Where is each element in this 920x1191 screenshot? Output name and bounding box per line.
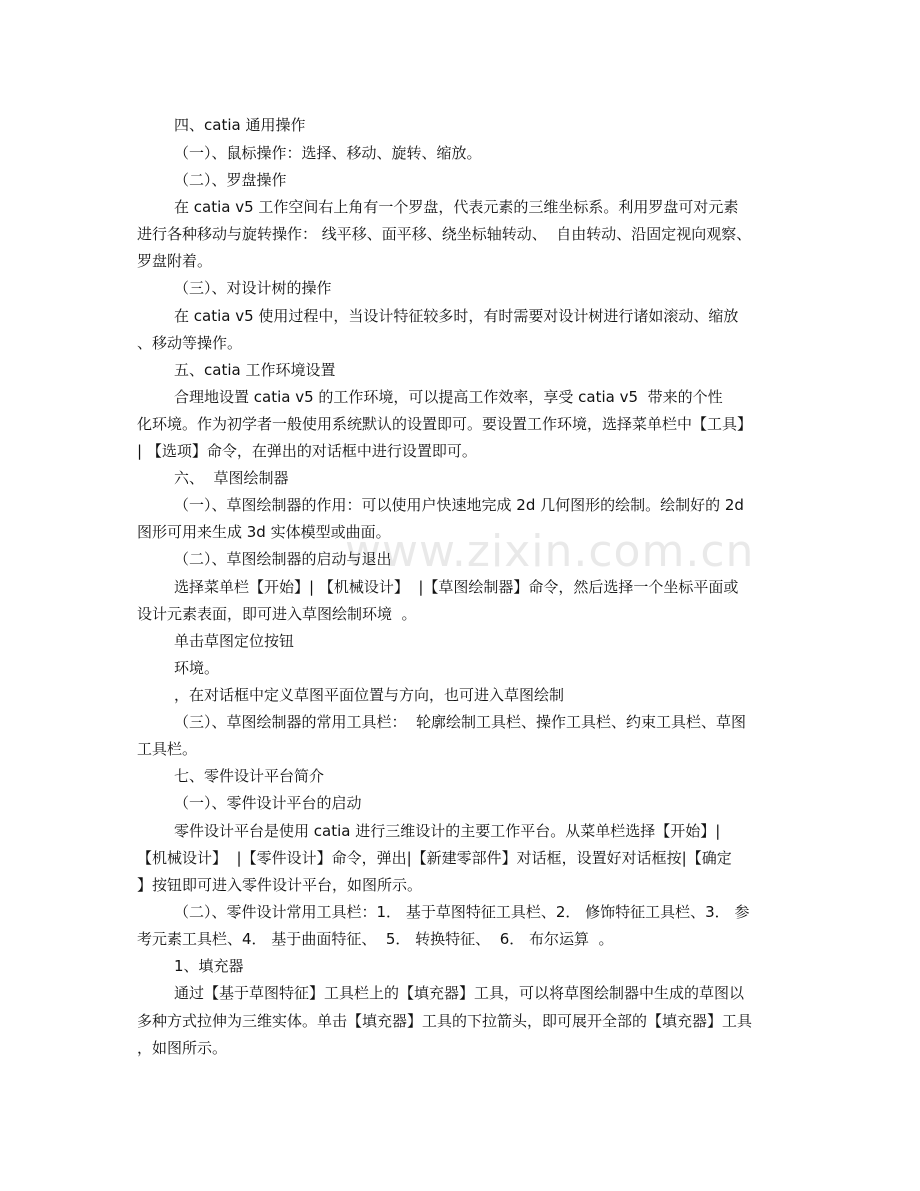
text-line: 五、catia 工作环境设置 [174, 361, 336, 379]
text-line: 通过【基于草图特征】工具栏上的【填充器】工具，可以将草图绘制器中生成的草图以 [174, 984, 745, 1002]
text-line: 进行各种移动与旋转操作： 线平移、面平移、绕坐标轴转动、 自由转动、沿固定视向观察、 [137, 225, 752, 243]
text-line: 在 catia v5 工作空间右上角有一个罗盘，代表元素的三维坐标系。利用罗盘可对元素 [174, 198, 739, 216]
text-line: 、移动等操作。 [137, 334, 243, 352]
text-line: （一）、鼠标操作：选择、移动、旋转、缩放。 [174, 144, 482, 162]
text-line: 多种方式拉伸为三维实体。单击【填充器】工具的下拉箭头，即可展开全部的【填充器】工具 [137, 1012, 753, 1030]
text-line: （二）、罗盘操作 [174, 171, 287, 189]
text-line: （一）、草图绘制器的作用：可以使用户快速地完成 2d 几何图形的绘制。绘制好的 2d [174, 496, 744, 514]
text-line: ，在对话框中定义草图平面位置与方向，也可进入草图绘制 [174, 686, 565, 704]
text-line: | 【选项】命令，在弹出的对话框中进行设置即可。 [137, 442, 477, 460]
text-line: 考元素工具栏、4． 基于曲面特征、 5． 转换特征、 6． 布尔运算 。 [137, 930, 614, 948]
text-line: 四、catia 通用操作 [174, 116, 306, 134]
text-line: 零件设计平台是使用 catia 进行三维设计的主要工作平台。从菜单栏选择【开始】| [174, 822, 721, 840]
text-line: （二）、零件设计常用工具栏：1． 基于草图特征工具栏、2． 修饰特征工具栏、3． 参 [174, 903, 750, 921]
text-line: 】按钮即可进入零件设计平台，如图所示。 [137, 876, 423, 894]
text-line: （一）、零件设计平台的启动 [174, 794, 362, 812]
text-line: 合理地设置 catia v5 的工作环境，可以提高工作效率，享受 catia v5 带来的个性 [174, 388, 723, 406]
watermark: www.zixin.com.cn [345, 526, 755, 577]
text-line: （二）、草图绘制器的启动与退出 [174, 550, 392, 568]
text-line: 1、填充器 [174, 957, 244, 975]
text-line: 工具栏。 [137, 740, 198, 758]
text-line: （三）、对设计树的操作 [174, 279, 332, 297]
text-line: 化环境。作为初学者一般使用系统默认的设置即可。要设置工作环境，选择菜单栏中【工具】 [137, 415, 753, 433]
text-line: 在 catia v5 使用过程中，当设计特征较多时，有时需要对设计树进行诸如滚动、缩放 [174, 307, 739, 325]
text-line: 环境。 [174, 659, 220, 677]
text-line: 选择菜单栏【开始】| 【机械设计】 |【草图绘制器】命令，然后选择一个坐标平面或 [174, 578, 739, 596]
text-line: 七、零件设计平台简介 [174, 767, 325, 785]
text-line: 设计元素表面，即可进入草图绘制环境 。 [137, 605, 417, 623]
text-line: 单击草图定位按钮 [174, 632, 295, 650]
text-line: 图形可用来生成 3d 实体模型或曲面。 [137, 523, 391, 541]
text-line: （三）、草图绘制器的常用工具栏： 轮廓绘制工具栏、操作工具栏、约束工具栏、草图 [174, 713, 747, 731]
text-line: 六、 草图绘制器 [174, 469, 289, 487]
text-line: ，如图所示。 [137, 1039, 228, 1057]
text-line: 罗盘附着。 [137, 252, 213, 270]
text-line: 【机械设计】 |【零件设计】命令，弹出|【新建零部件】对话框，设置好对话框按|【确定 [137, 849, 732, 867]
